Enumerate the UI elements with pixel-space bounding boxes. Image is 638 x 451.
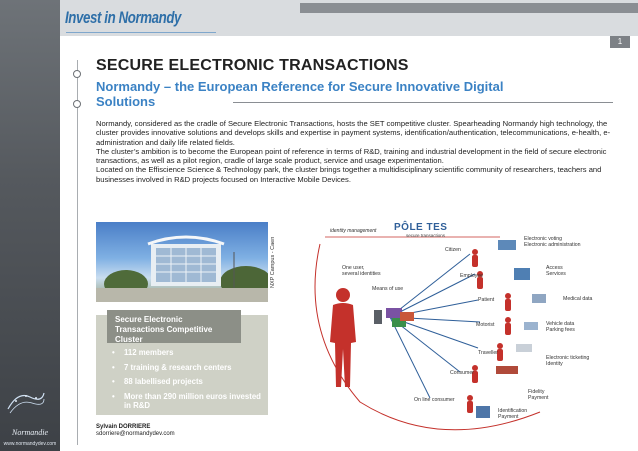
user-silhouette-icon bbox=[329, 287, 357, 387]
timeline-line bbox=[77, 60, 78, 445]
diagram-one-user: One user, bbox=[342, 265, 365, 271]
page-number: 1 bbox=[610, 36, 630, 48]
diagram-several-identities: several identities bbox=[342, 271, 381, 277]
means-of-use-icons bbox=[374, 308, 414, 327]
service-label: Payment bbox=[528, 395, 549, 401]
diagram-means-of-use: Means of use bbox=[372, 286, 404, 292]
service-label: Electronic voting bbox=[524, 236, 563, 242]
service-label: Identity bbox=[546, 361, 563, 367]
normandie-logo-icon bbox=[6, 387, 46, 417]
page-title: SECURE ELECTRONIC TRANSACTIONS bbox=[96, 57, 409, 74]
service-label: Medical data bbox=[563, 296, 593, 302]
body-text bbox=[96, 119, 618, 184]
sidebar-url[interactable]: www.normandydev.com bbox=[3, 441, 57, 447]
timeline-dot bbox=[73, 70, 81, 78]
cluster-list bbox=[112, 348, 267, 416]
role-label: Employee bbox=[460, 273, 484, 279]
contact-name: Sylvain DORRIERE bbox=[96, 424, 151, 430]
contact-email[interactable]: sdorriere@normandydev.com bbox=[96, 431, 175, 437]
role-label: Citizen bbox=[445, 247, 461, 253]
service-label: Parking fees bbox=[546, 327, 575, 333]
paragraph-3: Located on the Effiscience Science & Technology park, the cluster brings together a multidisciplinary scientific community of researchers, teachers and businesses involved in R&D projects focused on Interactive Mobile Devices. bbox=[96, 165, 602, 184]
role-label: On line consumer bbox=[414, 397, 455, 403]
service-label: Fidelity bbox=[528, 389, 545, 395]
service-label: Identification bbox=[498, 408, 528, 414]
photo-caption: NXP Campus - Caen bbox=[270, 236, 276, 288]
page-subtitle: Normandy – the European Reference for Secure Innovative Digital Solutions bbox=[96, 79, 504, 109]
campus-photo bbox=[96, 222, 268, 302]
diagram-pole-title: PÔLE TES bbox=[394, 222, 448, 233]
service-label: Services bbox=[546, 271, 566, 277]
service-label: Access bbox=[546, 265, 563, 271]
service-label: Electronic ticketing bbox=[546, 355, 590, 361]
left-sidebar bbox=[0, 0, 60, 451]
diagram-identity-label: identity management bbox=[330, 228, 377, 234]
contact-block bbox=[96, 424, 175, 438]
brand-underline bbox=[66, 32, 216, 33]
diagram-pole-subtitle: secure transactions bbox=[406, 233, 446, 238]
brand-title: Invest in Normandy bbox=[65, 8, 182, 27]
list-item: • 112 members bbox=[112, 348, 267, 358]
sidebar-logo-text: Normandie bbox=[12, 428, 48, 437]
paragraph-2: The cluster’s ambition is to become the European point of reference in terms of R&D, training and industrial development in the field of secure electronic transactions, as well as a pilot region, cradle of large scale product, service and usage experimentation. bbox=[96, 146, 607, 166]
role-label: Motorist bbox=[476, 322, 495, 328]
list-item: • 7 training & research centers bbox=[112, 363, 267, 373]
subtitle-rule bbox=[233, 102, 613, 103]
cluster-heading: Secure Electronic Transactions Competitive Cluster bbox=[107, 310, 241, 343]
paragraph-1: Normandy, considered as the cradle of Secure Electronic Transactions, hosts the SET competitive cluster. Spearheading Normandy high technology, the cluster provides innovative solutions and develops skills and expertise in payment systems, identification/authentication, telecommunications, e-health, e-administration and daily life related fields. bbox=[96, 119, 611, 147]
list-item: • More than 290 million euros invested in R&D bbox=[112, 392, 267, 411]
service-label: Payment bbox=[498, 414, 519, 420]
role-label: Patient bbox=[478, 297, 495, 303]
timeline-dot bbox=[73, 100, 81, 108]
campus-building-icon bbox=[96, 222, 268, 302]
header-accent-bar bbox=[300, 3, 638, 13]
role-label: Traveller bbox=[478, 350, 498, 356]
list-item: • 88 labellised projects bbox=[112, 377, 267, 387]
service-label: Vehicle data bbox=[546, 321, 575, 327]
role-label: Consumer bbox=[450, 370, 474, 376]
service-label: Electronic administration bbox=[524, 242, 581, 248]
